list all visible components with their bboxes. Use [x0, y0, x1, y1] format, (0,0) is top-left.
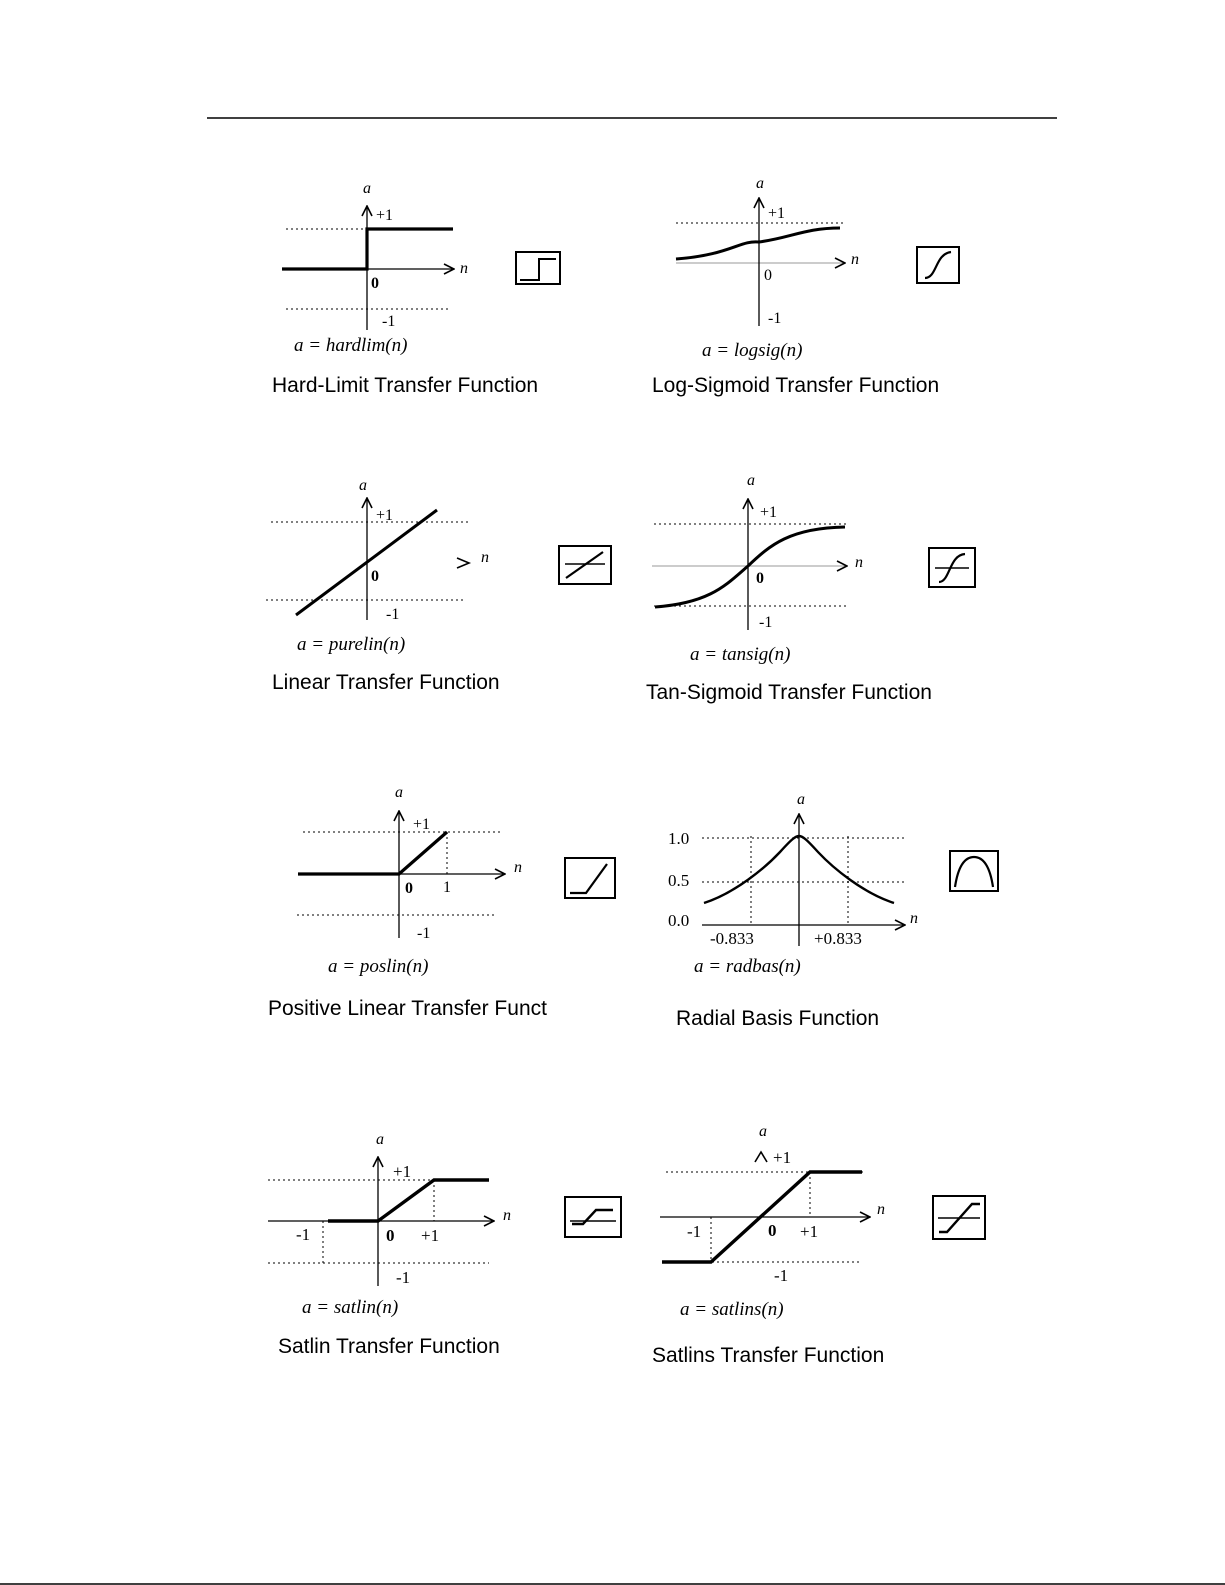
formula: a = hardlim(n)	[294, 335, 408, 356]
caption: Log-Sigmoid Transfer Function	[652, 374, 940, 397]
formula: a = radbas(n)	[694, 956, 801, 977]
formula: a = tansig(n)	[690, 644, 791, 665]
label-origin: 0	[756, 570, 764, 587]
caption: Satlins Transfer Function	[652, 1344, 885, 1367]
panel-purelin	[266, 477, 611, 694]
label-origin: 0	[764, 267, 772, 284]
formula: a = satlins(n)	[680, 1299, 784, 1320]
label-x-one: 1	[443, 879, 451, 896]
label-x-right: +0.833	[814, 929, 862, 948]
x-axis-label: n	[481, 549, 489, 566]
y-axis-label: a	[359, 477, 367, 494]
hardlim-icon	[516, 252, 560, 284]
formula: a = satlin(n)	[302, 1297, 399, 1318]
label-minus-one: -1	[417, 925, 431, 942]
label-origin: 0	[371, 568, 379, 585]
panel-satlins	[652, 1123, 985, 1367]
label-x-left: -0.833	[710, 929, 754, 948]
x-axis-arrowhead	[457, 558, 469, 568]
label-x-neg: -1	[296, 1225, 311, 1244]
label-minus-one: -1	[396, 1268, 411, 1287]
label-origin: 0	[371, 275, 379, 292]
label-y-top: 1.0	[668, 829, 690, 848]
formula: a = logsig(n)	[702, 340, 803, 361]
satlin-icon	[565, 1197, 621, 1237]
y-axis-label: a	[363, 180, 371, 197]
label-x-pos: +1	[800, 1222, 819, 1241]
x-axis-label: n	[855, 554, 863, 571]
label-plus-one: +1	[393, 1162, 412, 1181]
x-axis-label: n	[460, 260, 468, 277]
label-plus-one: +1	[376, 207, 394, 224]
y-axis-label: a	[759, 1123, 767, 1140]
formula: a = poslin(n)	[328, 956, 429, 977]
x-axis-label: n	[503, 1207, 511, 1224]
caption: Positive Linear Transfer Funct	[268, 997, 547, 1020]
label-minus-one: -1	[774, 1266, 789, 1285]
satlin-curve	[328, 1180, 489, 1221]
x-axis-label: n	[851, 251, 859, 268]
label-plus-one: +1	[760, 504, 778, 521]
caption: Tan-Sigmoid Transfer Function	[646, 681, 932, 704]
hardlim-curve	[282, 229, 453, 269]
y-axis-label: a	[395, 784, 403, 801]
panel-satlin	[268, 1131, 621, 1358]
x-axis-label: n	[514, 859, 522, 876]
panel-tansig	[646, 472, 975, 704]
logsig-curve	[676, 228, 840, 259]
caption: Hard-Limit Transfer Function	[272, 374, 539, 397]
caption: Radial Basis Function	[676, 1007, 880, 1030]
caption: Linear Transfer Function	[272, 671, 500, 694]
label-origin: 0	[405, 880, 413, 897]
panel-logsig	[652, 175, 959, 397]
poslin-icon	[565, 858, 615, 898]
label-plus-one: +1	[773, 1148, 792, 1167]
label-origin: 0	[768, 1221, 777, 1240]
label-y-mid: 0.5	[668, 871, 690, 890]
y-axis-label: a	[797, 791, 805, 808]
label-x-pos: +1	[421, 1226, 440, 1245]
label-origin: 0	[386, 1226, 395, 1245]
y-axis-label: a	[747, 472, 755, 489]
label-plus-one: +1	[413, 816, 431, 833]
caption: Satlin Transfer Function	[278, 1335, 500, 1358]
label-minus-one: -1	[382, 313, 396, 330]
radbas-icon	[950, 851, 998, 891]
label-y-zero: 0.0	[668, 911, 690, 930]
label-x-neg: -1	[687, 1222, 702, 1241]
purelin-icon	[559, 546, 611, 584]
label-minus-one: -1	[759, 614, 773, 631]
poslin-curve	[298, 832, 447, 874]
label-plus-one: +1	[376, 507, 394, 524]
panel-radbas	[668, 791, 998, 1030]
tansig-icon	[929, 548, 975, 587]
y-axis-arrowhead	[755, 1152, 767, 1162]
x-axis-label: n	[910, 910, 918, 927]
panel-poslin	[268, 784, 615, 1020]
satlins-icon	[933, 1196, 985, 1239]
y-axis-label: a	[756, 175, 764, 192]
logsig-icon	[917, 247, 959, 283]
label-plus-one: +1	[768, 205, 786, 222]
label-minus-one: -1	[386, 606, 400, 623]
panel-hardlim	[272, 180, 560, 397]
formula: a = purelin(n)	[297, 634, 406, 655]
label-minus-one: -1	[768, 310, 782, 327]
y-axis-label: a	[376, 1131, 384, 1148]
x-axis-label: n	[877, 1201, 885, 1218]
tansig-curve	[655, 527, 845, 607]
